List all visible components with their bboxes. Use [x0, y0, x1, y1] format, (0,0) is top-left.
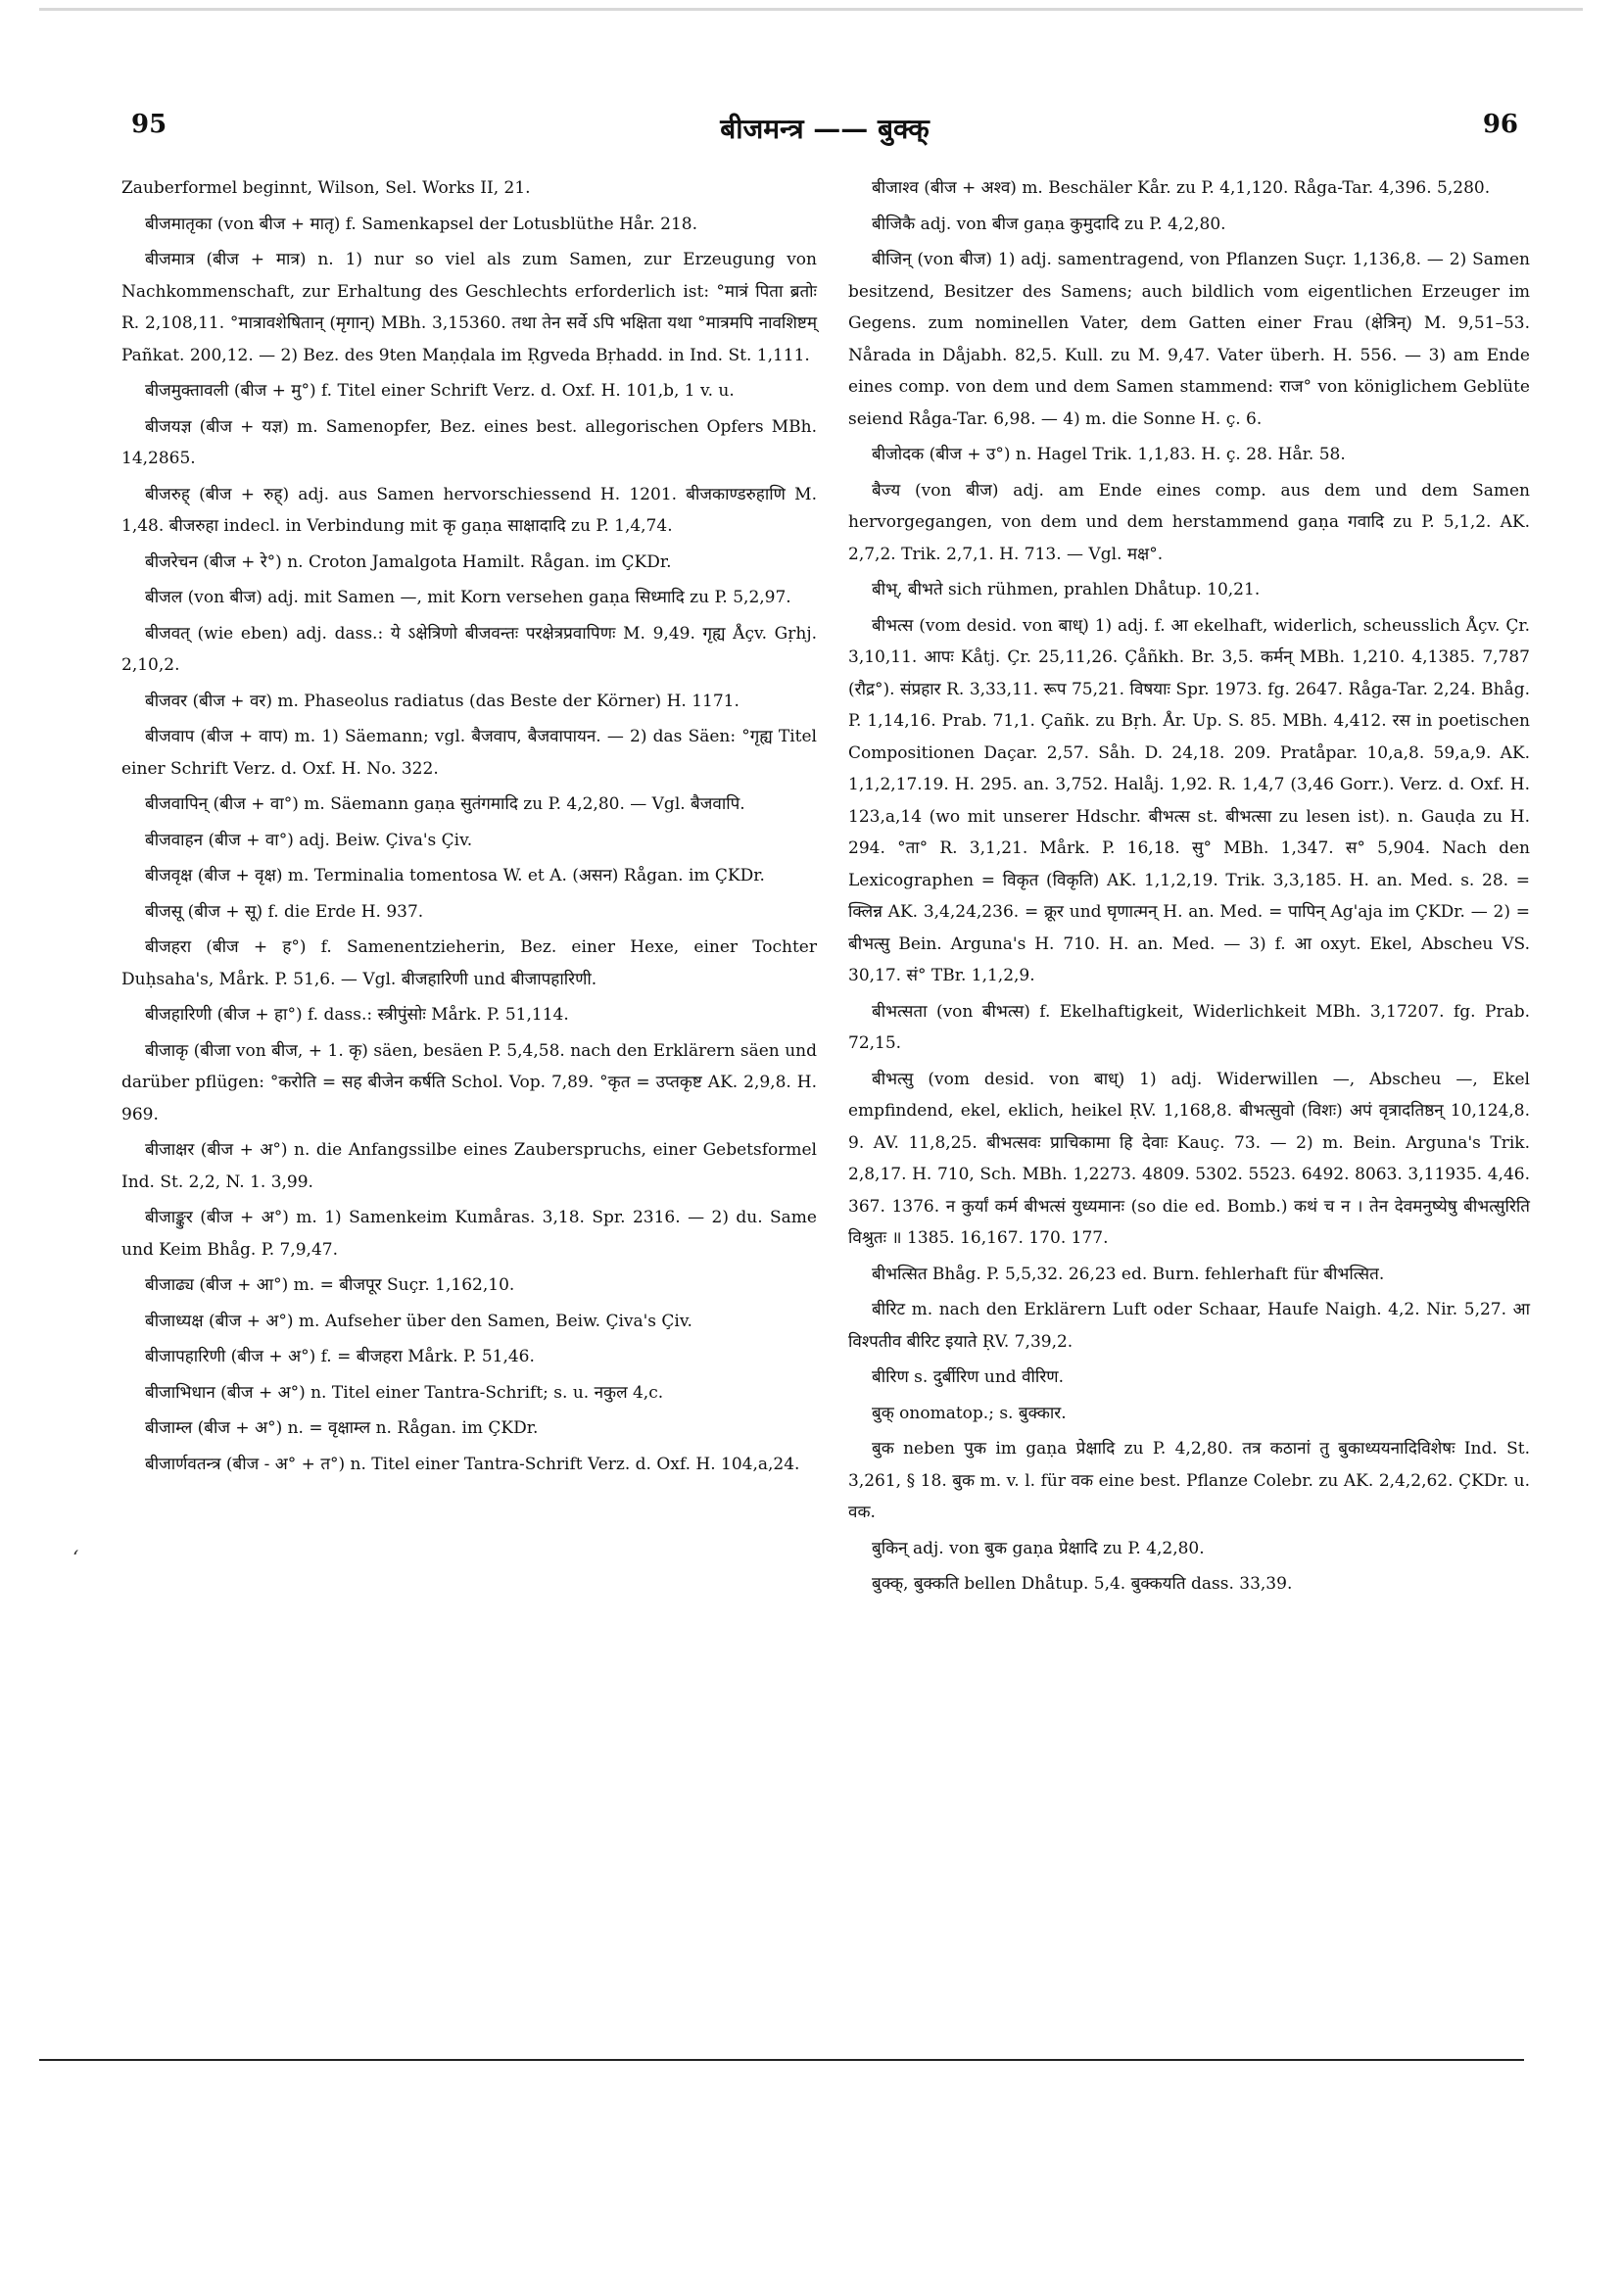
dictionary-entry: बीभत्स (vom desid. von बाध्) 1) adj. f. आ ekelhaft, widerlich, scheusslich Åçv. Çr. 3,10,11. आपः Kåtj. Çr. 25,11,26. Çåñkh. Br. 3,5. कर्मन् MBh. 1,210. 4,1385. 7,787 (रौद्र°). संप्रहार R. 3,33,11. रूप 75,21. विषयाः Spr. 1973. fg. 2647. Råga-Tar. 2,24. Bhåg. P. 1,14,16. Prab. 71,1. Çañk. zu Bṛh. År. Up. S. 85. MBh. 4,412. रस in poetischen Compositionen Daçar. 2,57. Såh. D. 24,18. 209. Pratåpar. 10,a,8. 59,a,9. AK. 1,1,2,17.19. H. 295. an. 3,752. Halåj. 1,92. R. 1,4,7 (3,46 Gorr.). Verz. d. Oxf. H. 123,a,14 (wo mit unserer Hdschr. बीभत्स st. बीभत्सा zu lesen ist). n. Gauḍa zu H. 294. °ता° R. 3,1,21. Mårk. P. 16,18. सु° MBh. 1,347. स° 5,904. Nach den Lexicographen = विकृत (विकृति) AK. 1,1,2,19. Trik. 3,3,185. H. an. Med. s. 28. = क्लिन्न AK. 3,4,24,236. = क्रूर und घृणात्मन् H. an. Med. = पापिन् Ag'aja im ÇKDr. — 2) = बीभत्सु Bein. Arguna's H. 710. H. an. Med. — 3) f. आ oxyt. Ekel, Abscheu VS. 30,17. सं° TBr. 1,1,2,9. — [848, 615, 1530, 985]
dictionary-entry: बीजवाहन (बीज + वा°) adj. Beiw. Çiva's Çiv. — [145, 830, 473, 850]
dictionary-entry: बीजोदक (बीज + उ°) n. Hagel Trik. 1,1,83. H. ç. 28. Hår. 58. — [872, 445, 1346, 464]
dictionary-entry: बुक् onomatop.; s. बुक्कार. — [872, 1403, 1067, 1423]
page-number-right: 96 — [1482, 110, 1518, 139]
dictionary-entry: बीभत्सता (von बीभत्स) f. Ekelhaftigkeit, Widerlichkeit MBh. 3,17207. fg. Prab. 72,15. — [848, 1001, 1530, 1053]
dictionary-entry: बीजहरा (बीज + ह°) f. Samenentzieherin, Bez. einer Hexe, einer Tochter Duḥsaha's, Mårk. P. 51,6. — Vgl. बीजहारिणी und बीजापहारिणी. — [121, 937, 817, 989]
dictionary-entry: बीजाभिधान (बीज + अ°) n. Titel einer Tantra-Schrift; s. u. नकुल 4,c. — [145, 1382, 664, 1403]
dictionary-entry: बीजिकै adj. von बीज gaṇa कुमुदादि zu P. 4,2,80. — [872, 214, 1226, 234]
dictionary-entry: बुक्क्, बुक्कति bellen Dhåtup. 5,4. बुक्कयति dass. 33,39. — [872, 1574, 1293, 1594]
dictionary-entry: Zauberformel beginnt, Wilson, Sel. Works II, 21. — [121, 178, 531, 198]
dictionary-entry: बीजवृक्ष (बीज + वृक्ष) m. Terminalia tomentosa W. et A. (असन) Rågan. im ÇKDr. — [145, 866, 765, 885]
dictionary-entry: बुक neben पुक im gaṇa प्रेक्षादि zu P. 4,2,80. तत्र कठानां तु बुकाध्ययनादिविशेषः Ind. St. 3,261, § 18. बुक m. v. l. für वक eine best. Pflanze Colebr. zu AK. 2,4,2,62. ÇKDr. u. वक. — [848, 1439, 1530, 1522]
bottom-rule — [39, 2059, 1524, 2061]
dictionary-entry: बीभ्, बीभते sich rühmen, prahlen Dhåtup. 10,21. — [872, 580, 1261, 599]
dictionary-entry: बीरिट m. nach den Erklärern Luft oder Schaar, Haufe Naigh. 4,2. Nir. 5,27. आ विश्पतीव बीरिट इयाते ṚV. 7,39,2. — [848, 1300, 1530, 1352]
dictionary-entry: बीजमातृका (von बीज + मातृ) f. Samenkapsel der Lotusblüthe Hår. 218. — [145, 214, 697, 234]
dictionary-entry: बीजयज्ञ (बीज + यज्ञ) m. Samenopfer, Bez. eines best. allegorischen Opfers MBh. 14,2865. — [121, 416, 817, 468]
dictionary-entry: बीजाध्यक्ष (बीज + अ°) m. Aufseher über den Samen, Beiw. Çiva's Çiv. — [145, 1311, 692, 1331]
dictionary-entry: बीजाङ्कुर (बीज + अ°) m. 1) Samenkeim Kumåras. 3,18. Spr. 2316. — 2) du. Same und Keim Bhåg. P. 7,9,47. — [121, 1208, 817, 1260]
dictionary-entry: बीजमुक्तावली (बीज + मु°) f. Titel einer Schrift Verz. d. Oxf. H. 101,b, 1 v. u. — [145, 381, 735, 401]
dictionary-entry: बीजवर (बीज + वर) m. Phaseolus radiatus (das Beste der Körner) H. 1171. — [145, 691, 739, 711]
dictionary-entry: बीजहारिणी (बीज + हा°) f. dass.: स्त्रीपुंसोः Mårk. P. 51,114. — [145, 1005, 569, 1025]
dictionary-entry: बीजसू (बीज + सू) f. die Erde H. 937. — [145, 901, 424, 922]
dictionary-entry: बीजल (von बीज) adj. mit Samen —, mit Korn versehen gaṇa सिध्मादि zu P. 5,2,97. — [145, 588, 791, 607]
dictionary-entry: बीजरेचन (बीज + रे°) n. Croton Jamalgota Hamilt. Rågan. im ÇKDr. — [145, 551, 672, 572]
dictionary-entry: बीजापहारिणी (बीज + अ°) f. = बीजहरा Mårk. P. 51,46. — [145, 1347, 535, 1366]
right-column — [848, 172, 1530, 1604]
dictionary-entry: बीभत्सु (vom desid. von बाध्) 1) adj. Widerwillen —, Abscheu —, Ekel empfindend, ekel, eklich, heikel ṚV. 1,168,8. बीभत्सुवो (विशः) अपं वृत्रादतिष्ठन् 10,124,8. 9. AV. 11,8,25. बीभत्सवः प्राचिकामा हि देवाः Kauç. 73. — 2) m. Bein. Arguna's Trik. 2,8,17. H. 710, Sch. MBh. 1,2273. 4809. 5302. 5523. 6492. 8063. 3,11935. 4,46. 367. 1376. न कुर्यां कर्म बीभत्सं युध्यमानः (so die ed. Bomb.) कथं च न । तेन देवमनुष्येषु बीभत्सुरिति विश्रुतः ॥ 1385. 16,167. 170. 177. — [848, 1069, 1530, 1248]
dictionary-entry: बैज्य (von बीज) adj. am Ende eines comp. aus dem und dem Samen hervorgegangen, von dem und dem herstammend gaṇa गवादि zu P. 5,1,2. AK. 2,7,2. Trik. 2,7,1. H. 713. — Vgl. मक्ष°. — [848, 480, 1530, 564]
dictionary-entry: बीजरुह् (बीज + रुह्) adj. aus Samen hervorschiessend H. 1201. बीजकाण्डरुहाणि M. 1,48. बीजरुहा indecl. in Verbindung mit कृ gaṇa साक्षादादि zu P. 1,4,74. — [121, 484, 817, 536]
dictionary-entry: बीजाढ्य (बीज + आ°) m. = बीजपूर Suçr. 1,162,10. — [145, 1275, 515, 1295]
dictionary-entry: बीजमात्र (बीज + मात्र) n. 1) nur so viel als zum Samen, zur Erzeugung von Nachkommenschaft, zur Erhaltung des Geschlechts erforderlich ist: °मात्रं पिता ब्रतोः R. 2,108,11. °मात्रावशेषितान् (मृगान्) MBh. 3,15360. तथा तेन सर्वे ऽपि भक्षिता यथा °मात्रमपि नावशिष्टम् Pañkat. 200,12. — 2) Bez. des 9ten Maṇḍala im Ṛgveda Bṛhadd. in Ind. St. 1,111. — [121, 250, 817, 365]
dictionary-entry: बीजाम्ल (बीज + अ°) n. = वृक्षाम्ल n. Rågan. im ÇKDr. — [145, 1418, 539, 1438]
dictionary-entry: बीभत्सित Bhåg. P. 5,5,32. 26,23 ed. Burn. fehlerhaft für बीभत्सित. — [872, 1264, 1385, 1284]
dictionary-entry: बीजाश्व (बीज + अश्व) m. Beschäler Kår. zu P. 4,1,120. Råga-Tar. 4,396. 5,280. — [872, 178, 1491, 198]
dictionary-entry: बीजार्णवतन्त्र (बीज - अ° + त°) n. Titel einer Tantra-Schrift Verz. d. Oxf. H. 104,a,24. — [145, 1454, 800, 1474]
page-header — [121, 110, 1528, 149]
dictionary-entry: बीजाक्षर (बीज + अ°) n. die Anfangssilbe eines Zauberspruchs, einer Gebetsformel Ind. St. 2,2, N. 1. 3,99. — [121, 1140, 817, 1192]
dictionary-entry: बीरिण s. दुर्बीरिण und वीरिण. — [872, 1367, 1064, 1387]
dictionary-entry: बीजिन् (von बीज) 1) adj. samentragend, von Pflanzen Suçr. 1,136,8. — 2) Samen besitzend, Besitzer des Samens; auch bildlich vom eigentlichen Erzeuger im Gegens. zum nominellen Vater, dem Gatten einer Frau (क्षेत्रिन्) M. 9,51–53. Nårada in Dåjabh. 82,5. Kull. zu M. 9,47. Vater überh. H. 556. — 3) am Ende eines comp. von dem und dem Samen stammend: राज° von königlichem Geblüte seiend Råga-Tar. 6,98. — 4) m. die Sonne H. ç. 6. — [848, 250, 1530, 429]
dictionary-entry: बीजवत् (wie eben) adj. dass.: ये ऽक्षेत्रिणो बीजवन्तः परक्षेत्रप्रवापिणः M. 9,49. गृह्य Åçv. Gṛhj. 2,10,2. — [121, 623, 817, 675]
dictionary-entry: बीजवाप (बीज + वाप) m. 1) Säemann; vgl. बैजवाप, बैजवापायन. — 2) das Säen: °गृह्य Titel einer Schrift Verz. d. Oxf. H. No. 322. — [121, 727, 817, 779]
running-head: बीजमन्त्र —— बुक्क् — [720, 113, 930, 145]
page-number-left: 95 — [131, 110, 167, 139]
left-column — [121, 172, 817, 1484]
margin-mark: ʻ — [72, 1546, 79, 1569]
dictionary-entry: बीजवापिन् (बीज + वा°) m. Säemann gaṇa सुतंगमादि zu P. 4,2,80. — Vgl. बैजवापि. — [145, 794, 745, 814]
top-scan-rule — [39, 8, 1583, 11]
dictionary-entry: बीजाकृ (बीजा von बीज, + 1. कृ) säen, besäen P. 5,4,58. nach den Erklärern säen und darüber pflügen: °करोति = सह बीजेन कर्षति Schol. Vop. 7,89. °कृत = उप्तकृष्ट AK. 2,9,8. H. 969. — [121, 1040, 817, 1124]
dictionary-entry: बुकिन् adj. von बुक gaṇa प्रेक्षादि zu P. 4,2,80. — [872, 1538, 1205, 1558]
